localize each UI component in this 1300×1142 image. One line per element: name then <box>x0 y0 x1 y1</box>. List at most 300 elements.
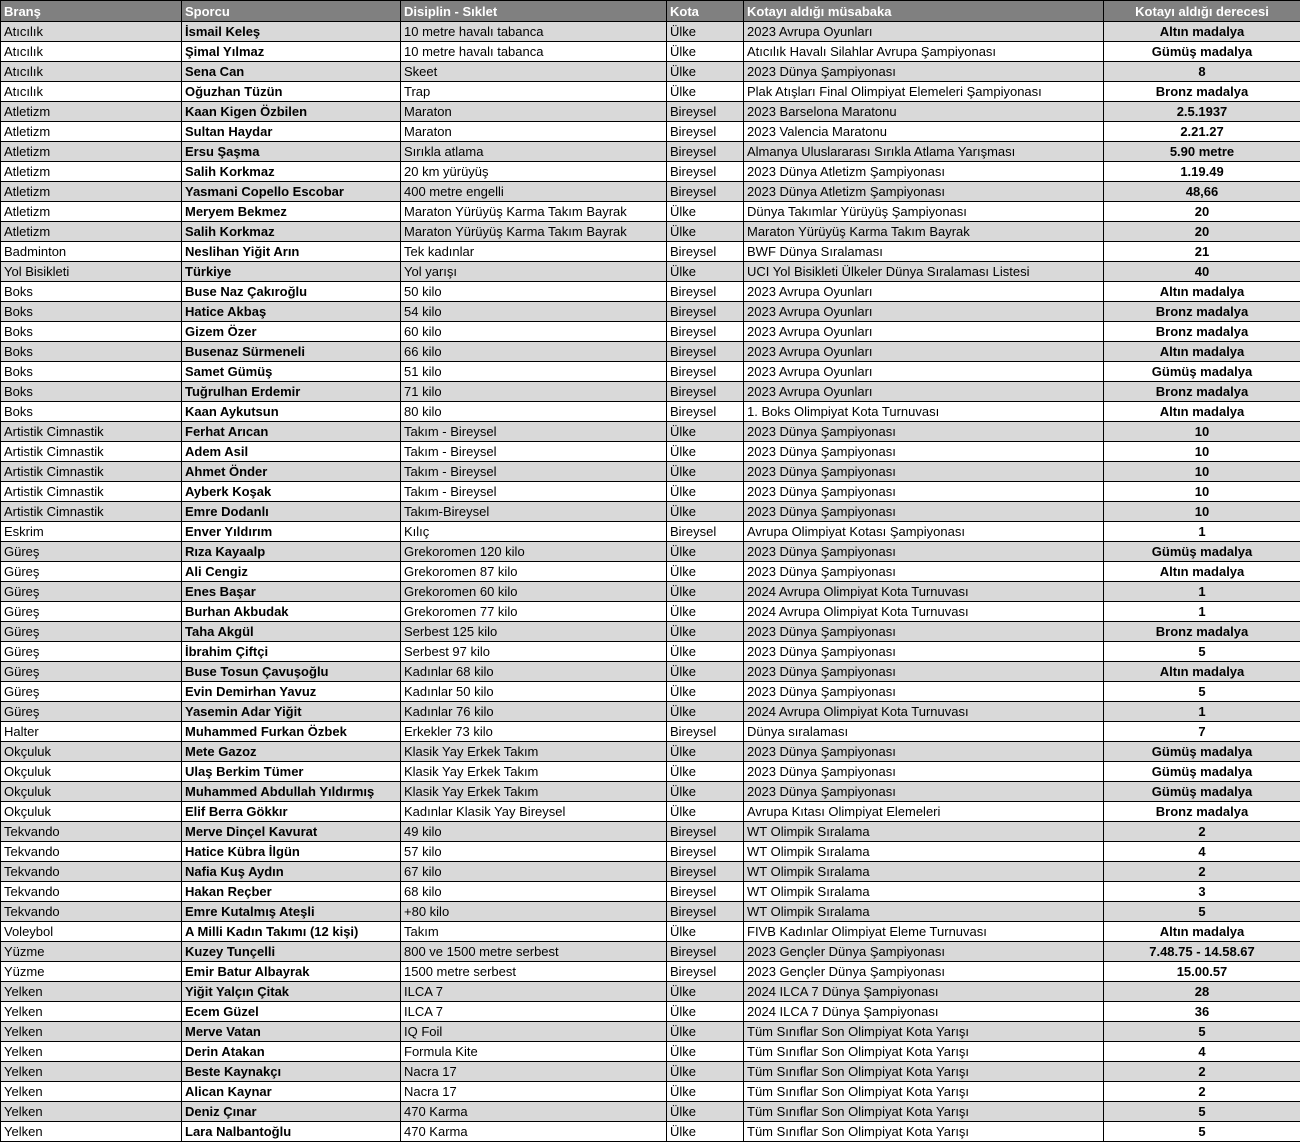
brans-cell: Atletizm <box>1 122 182 142</box>
kota-cell: Bireysel <box>667 322 744 342</box>
musabaka-cell: 2023 Dünya Şampiyonası <box>744 482 1104 502</box>
kota-cell: Ülke <box>667 562 744 582</box>
sporcu-cell: İsmail Keleş <box>182 22 401 42</box>
sporcu-cell: Enes Başar <box>182 582 401 602</box>
derece-cell: Bronz madalya <box>1104 802 1300 822</box>
sporcu-cell: Şimal Yılmaz <box>182 42 401 62</box>
kota-cell: Ülke <box>667 422 744 442</box>
brans-cell: Artistik Cimnastik <box>1 422 182 442</box>
table-row <box>1 142 1300 162</box>
sporcu-cell: İbrahim Çiftçi <box>182 642 401 662</box>
table-row <box>1 122 1300 142</box>
derece-cell: 10 <box>1104 442 1300 462</box>
kota-cell: Ülke <box>667 542 744 562</box>
table-row <box>1 702 1300 722</box>
kota-cell: Ülke <box>667 1002 744 1022</box>
table-row <box>1 762 1300 782</box>
sporcu-cell: Muhammed Abdullah Yıldırmış <box>182 782 401 802</box>
derece-cell: Altın madalya <box>1104 562 1300 582</box>
musabaka-cell: Tüm Sınıflar Son Olimpiyat Kota Yarışı <box>744 1082 1104 1102</box>
derece-cell: 1 <box>1104 522 1300 542</box>
derece-cell: 10 <box>1104 482 1300 502</box>
disiplin-cell: Nacra 17 <box>401 1062 667 1082</box>
brans-cell: Atletizm <box>1 162 182 182</box>
sporcu-cell: Kaan Kigen Özbilen <box>182 102 401 122</box>
brans-cell: Okçuluk <box>1 782 182 802</box>
sporcu-cell: Emir Batur Albayrak <box>182 962 401 982</box>
derece-cell: 20 <box>1104 222 1300 242</box>
kota-cell: Bireysel <box>667 182 744 202</box>
kota-cell: Bireysel <box>667 962 744 982</box>
musabaka-cell: Avrupa Olimpiyat Kotası Şampiyonası <box>744 522 1104 542</box>
musabaka-cell: 2023 Avrupa Oyunları <box>744 22 1104 42</box>
derece-cell: 1 <box>1104 582 1300 602</box>
musabaka-cell: 2024 Avrupa Olimpiyat Kota Turnuvası <box>744 582 1104 602</box>
derece-cell: 2 <box>1104 822 1300 842</box>
derece-cell: 36 <box>1104 1002 1300 1022</box>
musabaka-cell: 2023 Avrupa Oyunları <box>744 342 1104 362</box>
brans-cell: Yelken <box>1 1042 182 1062</box>
table-row <box>1 442 1300 462</box>
brans-cell: Güreş <box>1 622 182 642</box>
sporcu-cell: Derin Atakan <box>182 1042 401 1062</box>
header-musabaka: Kotayı aldığı müsabaka <box>744 1 1104 22</box>
brans-cell: Yelken <box>1 1022 182 1042</box>
disiplin-cell: Formula Kite <box>401 1042 667 1062</box>
brans-cell: Yüzme <box>1 942 182 962</box>
kota-cell: Ülke <box>667 782 744 802</box>
musabaka-cell: Avrupa Kıtası Olimpiyat Elemeleri <box>744 802 1104 822</box>
musabaka-cell: 2023 Dünya Atletizm Şampiyonası <box>744 162 1104 182</box>
musabaka-cell: FIVB Kadınlar Olimpiyat Eleme Turnuvası <box>744 922 1104 942</box>
derece-cell: Altın madalya <box>1104 922 1300 942</box>
table-row <box>1 102 1300 122</box>
derece-cell: 2 <box>1104 1062 1300 1082</box>
kota-cell: Bireysel <box>667 882 744 902</box>
disiplin-cell: 80 kilo <box>401 402 667 422</box>
table-row <box>1 162 1300 182</box>
kota-cell: Bireysel <box>667 122 744 142</box>
brans-cell: Atletizm <box>1 202 182 222</box>
sporcu-cell: Mete Gazoz <box>182 742 401 762</box>
table-row <box>1 622 1300 642</box>
musabaka-cell: Tüm Sınıflar Son Olimpiyat Kota Yarışı <box>744 1122 1104 1142</box>
derece-cell: Bronz madalya <box>1104 622 1300 642</box>
kota-cell: Bireysel <box>667 102 744 122</box>
brans-cell: Boks <box>1 342 182 362</box>
musabaka-cell: 2023 Avrupa Oyunları <box>744 362 1104 382</box>
musabaka-cell: Atıcılık Havalı Silahlar Avrupa Şampiyonası <box>744 42 1104 62</box>
kota-cell: Ülke <box>667 1122 744 1142</box>
sporcu-cell: Nafia Kuş Aydın <box>182 862 401 882</box>
header-derece: Kotayı aldığı derecesi <box>1104 1 1300 22</box>
brans-cell: Yelken <box>1 982 182 1002</box>
disiplin-cell: Skeet <box>401 62 667 82</box>
disiplin-cell: Kadınlar 50 kilo <box>401 682 667 702</box>
brans-cell: Okçuluk <box>1 802 182 822</box>
table-row <box>1 882 1300 902</box>
disiplin-cell: Maraton Yürüyüş Karma Takım Bayrak <box>401 222 667 242</box>
derece-cell: 1 <box>1104 702 1300 722</box>
derece-cell: 40 <box>1104 262 1300 282</box>
musabaka-cell: 2023 Dünya Şampiyonası <box>744 682 1104 702</box>
derece-cell: Gümüş madalya <box>1104 42 1300 62</box>
table-row <box>1 482 1300 502</box>
kota-cell: Bireysel <box>667 282 744 302</box>
brans-cell: Atletizm <box>1 102 182 122</box>
sporcu-cell: Oğuzhan Tüzün <box>182 82 401 102</box>
musabaka-cell: Plak Atışları Final Olimpiyat Elemeleri Şampiyonası <box>744 82 1104 102</box>
kota-cell: Ülke <box>667 502 744 522</box>
disiplin-cell: 470 Karma <box>401 1102 667 1122</box>
disiplin-cell: Kılıç <box>401 522 667 542</box>
brans-cell: Güreş <box>1 642 182 662</box>
sporcu-cell: Emre Kutalmış Ateşli <box>182 902 401 922</box>
disiplin-cell: 10 metre havalı tabanca <box>401 42 667 62</box>
derece-cell: 5 <box>1104 1122 1300 1142</box>
table-row <box>1 862 1300 882</box>
kota-cell: Ülke <box>667 82 744 102</box>
disiplin-cell: Serbest 97 kilo <box>401 642 667 662</box>
brans-cell: Atletizm <box>1 182 182 202</box>
musabaka-cell: Tüm Sınıflar Son Olimpiyat Kota Yarışı <box>744 1102 1104 1122</box>
brans-cell: Güreş <box>1 562 182 582</box>
table-row <box>1 942 1300 962</box>
disiplin-cell: 71 kilo <box>401 382 667 402</box>
derece-cell: 5 <box>1104 682 1300 702</box>
derece-cell: Altın madalya <box>1104 402 1300 422</box>
table-row <box>1 1042 1300 1062</box>
disiplin-cell: Maraton Yürüyüş Karma Takım Bayrak <box>401 202 667 222</box>
kota-cell: Bireysel <box>667 242 744 262</box>
derece-cell: Bronz madalya <box>1104 82 1300 102</box>
disiplin-cell: 66 kilo <box>401 342 667 362</box>
brans-cell: Güreş <box>1 702 182 722</box>
musabaka-cell: 2023 Avrupa Oyunları <box>744 382 1104 402</box>
disiplin-cell: 20 km yürüyüş <box>401 162 667 182</box>
disiplin-cell: Takım - Bireysel <box>401 422 667 442</box>
brans-cell: Güreş <box>1 582 182 602</box>
kota-cell: Bireysel <box>667 942 744 962</box>
header-kota: Kota <box>667 1 744 22</box>
brans-cell: Boks <box>1 322 182 342</box>
sporcu-cell: Ecem Güzel <box>182 1002 401 1022</box>
table-row <box>1 22 1300 42</box>
sporcu-cell: Türkiye <box>182 262 401 282</box>
brans-cell: Yol Bisikleti <box>1 262 182 282</box>
kota-cell: Ülke <box>667 462 744 482</box>
kota-cell: Ülke <box>667 662 744 682</box>
musabaka-cell: Tüm Sınıflar Son Olimpiyat Kota Yarışı <box>744 1022 1104 1042</box>
disiplin-cell: Takım - Bireysel <box>401 482 667 502</box>
table-row <box>1 522 1300 542</box>
header-row <box>1 1 1300 22</box>
brans-cell: Atıcılık <box>1 42 182 62</box>
derece-cell: 5 <box>1104 1022 1300 1042</box>
sporcu-cell: Alican Kaynar <box>182 1082 401 1102</box>
musabaka-cell: 2024 Avrupa Olimpiyat Kota Turnuvası <box>744 702 1104 722</box>
derece-cell: 20 <box>1104 202 1300 222</box>
kota-cell: Bireysel <box>667 142 744 162</box>
table-header <box>1 1 1300 22</box>
musabaka-cell: 1. Boks Olimpiyat Kota Turnuvası <box>744 402 1104 422</box>
brans-cell: Boks <box>1 282 182 302</box>
kota-cell: Bireysel <box>667 862 744 882</box>
musabaka-cell: 2023 Avrupa Oyunları <box>744 322 1104 342</box>
disiplin-cell: Yol yarışı <box>401 262 667 282</box>
derece-cell: 10 <box>1104 502 1300 522</box>
brans-cell: Halter <box>1 722 182 742</box>
musabaka-cell: 2023 Gençler Dünya Şampiyonası <box>744 942 1104 962</box>
brans-cell: Atıcılık <box>1 22 182 42</box>
musabaka-cell: Tüm Sınıflar Son Olimpiyat Kota Yarışı <box>744 1042 1104 1062</box>
sporcu-cell: Rıza Kayaalp <box>182 542 401 562</box>
derece-cell: Altın madalya <box>1104 282 1300 302</box>
disiplin-cell: 400 metre engelli <box>401 182 667 202</box>
kota-cell: Ülke <box>667 622 744 642</box>
brans-cell: Okçuluk <box>1 742 182 762</box>
brans-cell: Artistik Cimnastik <box>1 442 182 462</box>
musabaka-cell: Dünya Takımlar Yürüyüş Şampiyonası <box>744 202 1104 222</box>
derece-cell: 5 <box>1104 1102 1300 1122</box>
brans-cell: Güreş <box>1 662 182 682</box>
table-row <box>1 342 1300 362</box>
table-row <box>1 202 1300 222</box>
derece-cell: 5.90 metre <box>1104 142 1300 162</box>
derece-cell: Gümüş madalya <box>1104 762 1300 782</box>
table-row <box>1 902 1300 922</box>
sporcu-cell: Yasemin Adar Yiğit <box>182 702 401 722</box>
header-disiplin: Disiplin - Sıklet <box>401 1 667 22</box>
kota-cell: Bireysel <box>667 842 744 862</box>
kota-cell: Ülke <box>667 762 744 782</box>
sporcu-cell: Sena Can <box>182 62 401 82</box>
brans-cell: Yelken <box>1 1122 182 1142</box>
musabaka-cell: WT Olimpik Sıralama <box>744 822 1104 842</box>
kota-cell: Ülke <box>667 682 744 702</box>
kota-cell: Ülke <box>667 62 744 82</box>
kota-cell: Ülke <box>667 1022 744 1042</box>
derece-cell: 2 <box>1104 862 1300 882</box>
table-row <box>1 182 1300 202</box>
disiplin-cell: 10 metre havalı tabanca <box>401 22 667 42</box>
sporcu-cell: Ahmet Önder <box>182 462 401 482</box>
disiplin-cell: 60 kilo <box>401 322 667 342</box>
kota-cell: Ülke <box>667 922 744 942</box>
musabaka-cell: 2023 Dünya Şampiyonası <box>744 642 1104 662</box>
table-row <box>1 1122 1300 1142</box>
musabaka-cell: 2023 Dünya Şampiyonası <box>744 562 1104 582</box>
table-row <box>1 722 1300 742</box>
brans-cell: Tekvando <box>1 842 182 862</box>
musabaka-cell: 2024 ILCA 7 Dünya Şampiyonası <box>744 1002 1104 1022</box>
brans-cell: Okçuluk <box>1 762 182 782</box>
table-row <box>1 842 1300 862</box>
kota-cell: Ülke <box>667 1102 744 1122</box>
derece-cell: 2.21.27 <box>1104 122 1300 142</box>
disiplin-cell: Kadınlar Klasik Yay Bireysel <box>401 802 667 822</box>
table-row <box>1 542 1300 562</box>
sporcu-cell: A Milli Kadın Takımı (12 kişi) <box>182 922 401 942</box>
brans-cell: Boks <box>1 302 182 322</box>
disiplin-cell: Nacra 17 <box>401 1082 667 1102</box>
brans-cell: Eskrim <box>1 522 182 542</box>
derece-cell: 5 <box>1104 902 1300 922</box>
sporcu-cell: Taha Akgül <box>182 622 401 642</box>
derece-cell: Gümüş madalya <box>1104 542 1300 562</box>
sporcu-cell: Hatice Akbaş <box>182 302 401 322</box>
disiplin-cell: Tek kadınlar <box>401 242 667 262</box>
musabaka-cell: 2023 Dünya Atletizm Şampiyonası <box>744 182 1104 202</box>
musabaka-cell: 2023 Dünya Şampiyonası <box>744 742 1104 762</box>
disiplin-cell: Klasik Yay Erkek Takım <box>401 782 667 802</box>
musabaka-cell: 2023 Dünya Şampiyonası <box>744 502 1104 522</box>
derece-cell: 7.48.75 - 14.58.67 <box>1104 942 1300 962</box>
header-brans: Branş <box>1 1 182 22</box>
brans-cell: Yelken <box>1 1062 182 1082</box>
kota-cell: Ülke <box>667 1042 744 1062</box>
disiplin-cell: Grekoromen 120 kilo <box>401 542 667 562</box>
disiplin-cell: 68 kilo <box>401 882 667 902</box>
header-sporcu: Sporcu <box>182 1 401 22</box>
kota-cell: Ülke <box>667 742 744 762</box>
sporcu-cell: Muhammed Furkan Özbek <box>182 722 401 742</box>
disiplin-cell: 67 kilo <box>401 862 667 882</box>
derece-cell: 1.19.49 <box>1104 162 1300 182</box>
musabaka-cell: 2023 Dünya Şampiyonası <box>744 762 1104 782</box>
sporcu-cell: Samet Gümüş <box>182 362 401 382</box>
musabaka-cell: 2023 Avrupa Oyunları <box>744 282 1104 302</box>
disiplin-cell: 51 kilo <box>401 362 667 382</box>
table-row <box>1 1062 1300 1082</box>
sporcu-cell: Yasmani Copello Escobar <box>182 182 401 202</box>
table-row <box>1 922 1300 942</box>
table-row <box>1 62 1300 82</box>
derece-cell: Gümüş madalya <box>1104 782 1300 802</box>
disiplin-cell: IQ Foil <box>401 1022 667 1042</box>
sporcu-cell: Kaan Aykutsun <box>182 402 401 422</box>
kota-cell: Ülke <box>667 702 744 722</box>
brans-cell: Voleybol <box>1 922 182 942</box>
table-row <box>1 1022 1300 1042</box>
table-row <box>1 462 1300 482</box>
sporcu-cell: Ali Cengiz <box>182 562 401 582</box>
sporcu-cell: Merve Vatan <box>182 1022 401 1042</box>
sporcu-cell: Meryem Bekmez <box>182 202 401 222</box>
sporcu-cell: Beste Kaynakçı <box>182 1062 401 1082</box>
sporcu-cell: Merve Dinçel Kavurat <box>182 822 401 842</box>
brans-cell: Güreş <box>1 682 182 702</box>
sporcu-cell: Hakan Reçber <box>182 882 401 902</box>
derece-cell: 28 <box>1104 982 1300 1002</box>
table-row <box>1 562 1300 582</box>
musabaka-cell: 2024 Avrupa Olimpiyat Kota Turnuvası <box>744 602 1104 622</box>
musabaka-cell: WT Olimpik Sıralama <box>744 862 1104 882</box>
kota-cell: Ülke <box>667 222 744 242</box>
table-row <box>1 222 1300 242</box>
disiplin-cell: ILCA 7 <box>401 1002 667 1022</box>
brans-cell: Badminton <box>1 242 182 262</box>
kota-cell: Ülke <box>667 582 744 602</box>
disiplin-cell: 470 Karma <box>401 1122 667 1142</box>
sporcu-cell: Tuğrulhan Erdemir <box>182 382 401 402</box>
table-row <box>1 962 1300 982</box>
table-row <box>1 502 1300 522</box>
derece-cell: Altın madalya <box>1104 662 1300 682</box>
disiplin-cell: Kadınlar 68 kilo <box>401 662 667 682</box>
derece-cell: 3 <box>1104 882 1300 902</box>
derece-cell: 21 <box>1104 242 1300 262</box>
disiplin-cell: Klasik Yay Erkek Takım <box>401 742 667 762</box>
kota-cell: Bireysel <box>667 902 744 922</box>
musabaka-cell: WT Olimpik Sıralama <box>744 842 1104 862</box>
sporcu-cell: Enver Yıldırım <box>182 522 401 542</box>
disiplin-cell: +80 kilo <box>401 902 667 922</box>
table-body <box>1 22 1300 1142</box>
brans-cell: Boks <box>1 362 182 382</box>
derece-cell: Gümüş madalya <box>1104 362 1300 382</box>
brans-cell: Artistik Cimnastik <box>1 462 182 482</box>
derece-cell: 10 <box>1104 462 1300 482</box>
sporcu-cell: Deniz Çınar <box>182 1102 401 1122</box>
disiplin-cell: Trap <box>401 82 667 102</box>
brans-cell: Güreş <box>1 602 182 622</box>
disiplin-cell: Sırıkla atlama <box>401 142 667 162</box>
disiplin-cell: Grekoromen 77 kilo <box>401 602 667 622</box>
derece-cell: 4 <box>1104 842 1300 862</box>
disiplin-cell: Maraton <box>401 122 667 142</box>
sporcu-cell: Buse Tosun Çavuşoğlu <box>182 662 401 682</box>
table-row <box>1 302 1300 322</box>
disiplin-cell: Kadınlar 76 kilo <box>401 702 667 722</box>
disiplin-cell: Erkekler 73 kilo <box>401 722 667 742</box>
disiplin-cell: Grekoromen 60 kilo <box>401 582 667 602</box>
musabaka-cell: 2023 Dünya Şampiyonası <box>744 62 1104 82</box>
sporcu-cell: Hatice Kübra İlgün <box>182 842 401 862</box>
musabaka-cell: Almanya Uluslararası Sırıkla Atlama Yarışması <box>744 142 1104 162</box>
table-row <box>1 642 1300 662</box>
sporcu-cell: Lara Nalbantoğlu <box>182 1122 401 1142</box>
brans-cell: Tekvando <box>1 882 182 902</box>
sporcu-cell: Ayberk Koşak <box>182 482 401 502</box>
table-row <box>1 422 1300 442</box>
brans-cell: Atletizm <box>1 142 182 162</box>
kota-cell: Bireysel <box>667 722 744 742</box>
disiplin-cell: Takım - Bireysel <box>401 442 667 462</box>
derece-cell: 7 <box>1104 722 1300 742</box>
sporcu-cell: Kuzey Tunçelli <box>182 942 401 962</box>
table-row <box>1 262 1300 282</box>
derece-cell: Bronz madalya <box>1104 382 1300 402</box>
table-row <box>1 322 1300 342</box>
sporcu-cell: Buse Naz Çakıroğlu <box>182 282 401 302</box>
disiplin-cell: Takım - Bireysel <box>401 462 667 482</box>
disiplin-cell: 800 ve 1500 metre serbest <box>401 942 667 962</box>
disiplin-cell: Grekoromen 87 kilo <box>401 562 667 582</box>
kota-cell: Bireysel <box>667 162 744 182</box>
derece-cell: 2 <box>1104 1082 1300 1102</box>
musabaka-cell: 2023 Dünya Şampiyonası <box>744 422 1104 442</box>
derece-cell: Gümüş madalya <box>1104 742 1300 762</box>
kota-cell: Bireysel <box>667 822 744 842</box>
table-row <box>1 1082 1300 1102</box>
table-row <box>1 682 1300 702</box>
sporcu-cell: Ulaş Berkim Tümer <box>182 762 401 782</box>
kota-cell: Bireysel <box>667 302 744 322</box>
kota-cell: Ülke <box>667 802 744 822</box>
sporcu-cell: Evin Demirhan Yavuz <box>182 682 401 702</box>
table-row <box>1 582 1300 602</box>
